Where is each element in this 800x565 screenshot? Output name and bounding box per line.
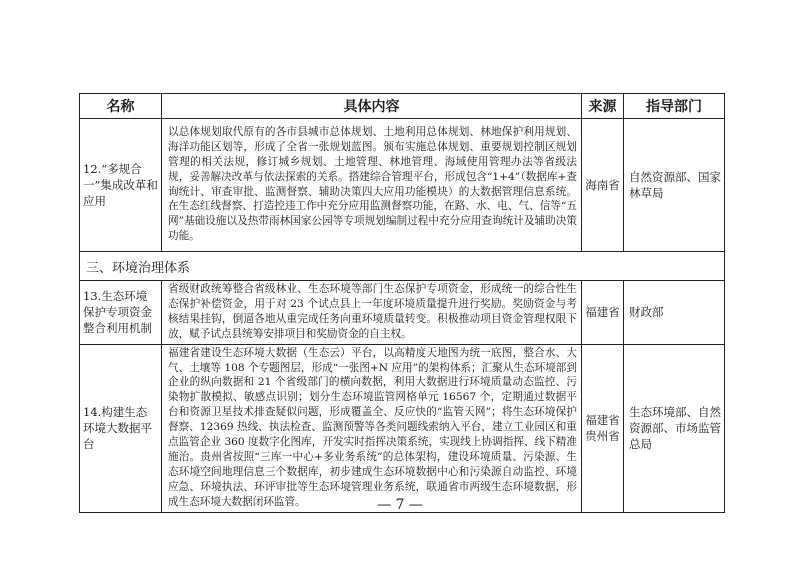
row-source: 海南省 [582,119,624,252]
header-content: 具体内容 [162,94,582,119]
row-dept: 自然资源部、国家林草局 [624,119,725,252]
row-name: 13.生态环境保护专项资金整合利用机制 [80,281,162,345]
table-row [80,119,725,252]
section-row [80,252,725,281]
row-content: 以总体规划取代原有的各市县城市总体规划、土地利用总体规划、林地保护利用规划、海洋功能区划等，形成了全省一张规划蓝图。颁布实施总体规划、重要规划控制区规划管理的相关法规，修订城乡规划、土地管理、林地管理、海域使用管理办法等省级法规，妥善解决改革与依法探索的关系。搭建综合管理平台，形成包含“1+4”（数据库+查询统计、审查审批、监测督察、辅助决策四大应用功能模块）的大数据管理信息系统。在生态红线督察、打造控违工作中充分应用监测督察功能，在路、水、电、气、信等“五网”基础设施以及热带雨林国家公园等专项规划编制过程中充分应用查询统计及辅助决策功能。 [162,119,582,252]
row-dept: 生态环境部、自然资源部、市场监管总局 [624,344,725,512]
header-dept: 指导部门 [624,94,725,119]
policy-table [79,93,725,513]
row-name: 14.构建生态环境大数据平台 [80,344,162,512]
table-header-row [80,94,725,119]
header-source: 来源 [582,94,624,119]
row-name: 12.“多规合一”集成改革和应用 [80,119,162,252]
header-name: 名称 [80,94,162,119]
row-source: 福建省 [582,281,624,345]
section-title: 三、环境治理体系 [80,252,725,281]
page-number: — 7 — [377,497,423,513]
table-row [80,281,725,345]
table-row [80,344,725,512]
row-content: 福建省建设生态环境大数据（生态云）平台，以高精度天地图为统一底图，整合水、大气、土壤等 108 个专题图层，形成“一张图+N 应用”的架构体系；汇聚从生态环境部到企业的纵向数据和 21 个省级部门的横向数据，利用大数据进行环境质量动态监控、污染物扩散模拟、敏感点识别；划分生态环境监管网格单元 16567 个，定期通过数据平台和资源卫星技术排查疑似问题，形成覆盖全、反应快的“监管天网”；将生态环境保护督察、12369 热线、执法检查、监测预警等各类问题线索纳入平台，建立工业园区和重点监管企业 360 度数字化图库，开发实时指挥决策系统，实现线上协调指挥、线下精准施治。贵州省按照“三库一中心+多业务系统”的总体架构，建设环境质量、污染源、生态环境空间地理信息三个数据库，初步建成生态环境数据中心和污染源自动监控、环境应急、环境执法、环评审批等生态环境管理业务系统，联通省市两级生态环境数据，形成生态环境大数据闭环监管。 [162,344,582,512]
row-dept: 财政部 [624,281,725,345]
row-source: 福建省贵州省 [582,344,624,512]
row-content: 省级财政统筹整合省级林业、生态环境等部门生态保护专项资金，形成统一的综合性生态保护补偿资金，用于对 23 个试点县上一年度环境质量提升进行奖励。奖励资金与考核结果挂钩，倒逼各地从重完成任务向重环境质量转变。积极推动项目资金管理权限下放，赋予试点县统筹安排项目和奖励资金的自主权。 [162,281,582,345]
